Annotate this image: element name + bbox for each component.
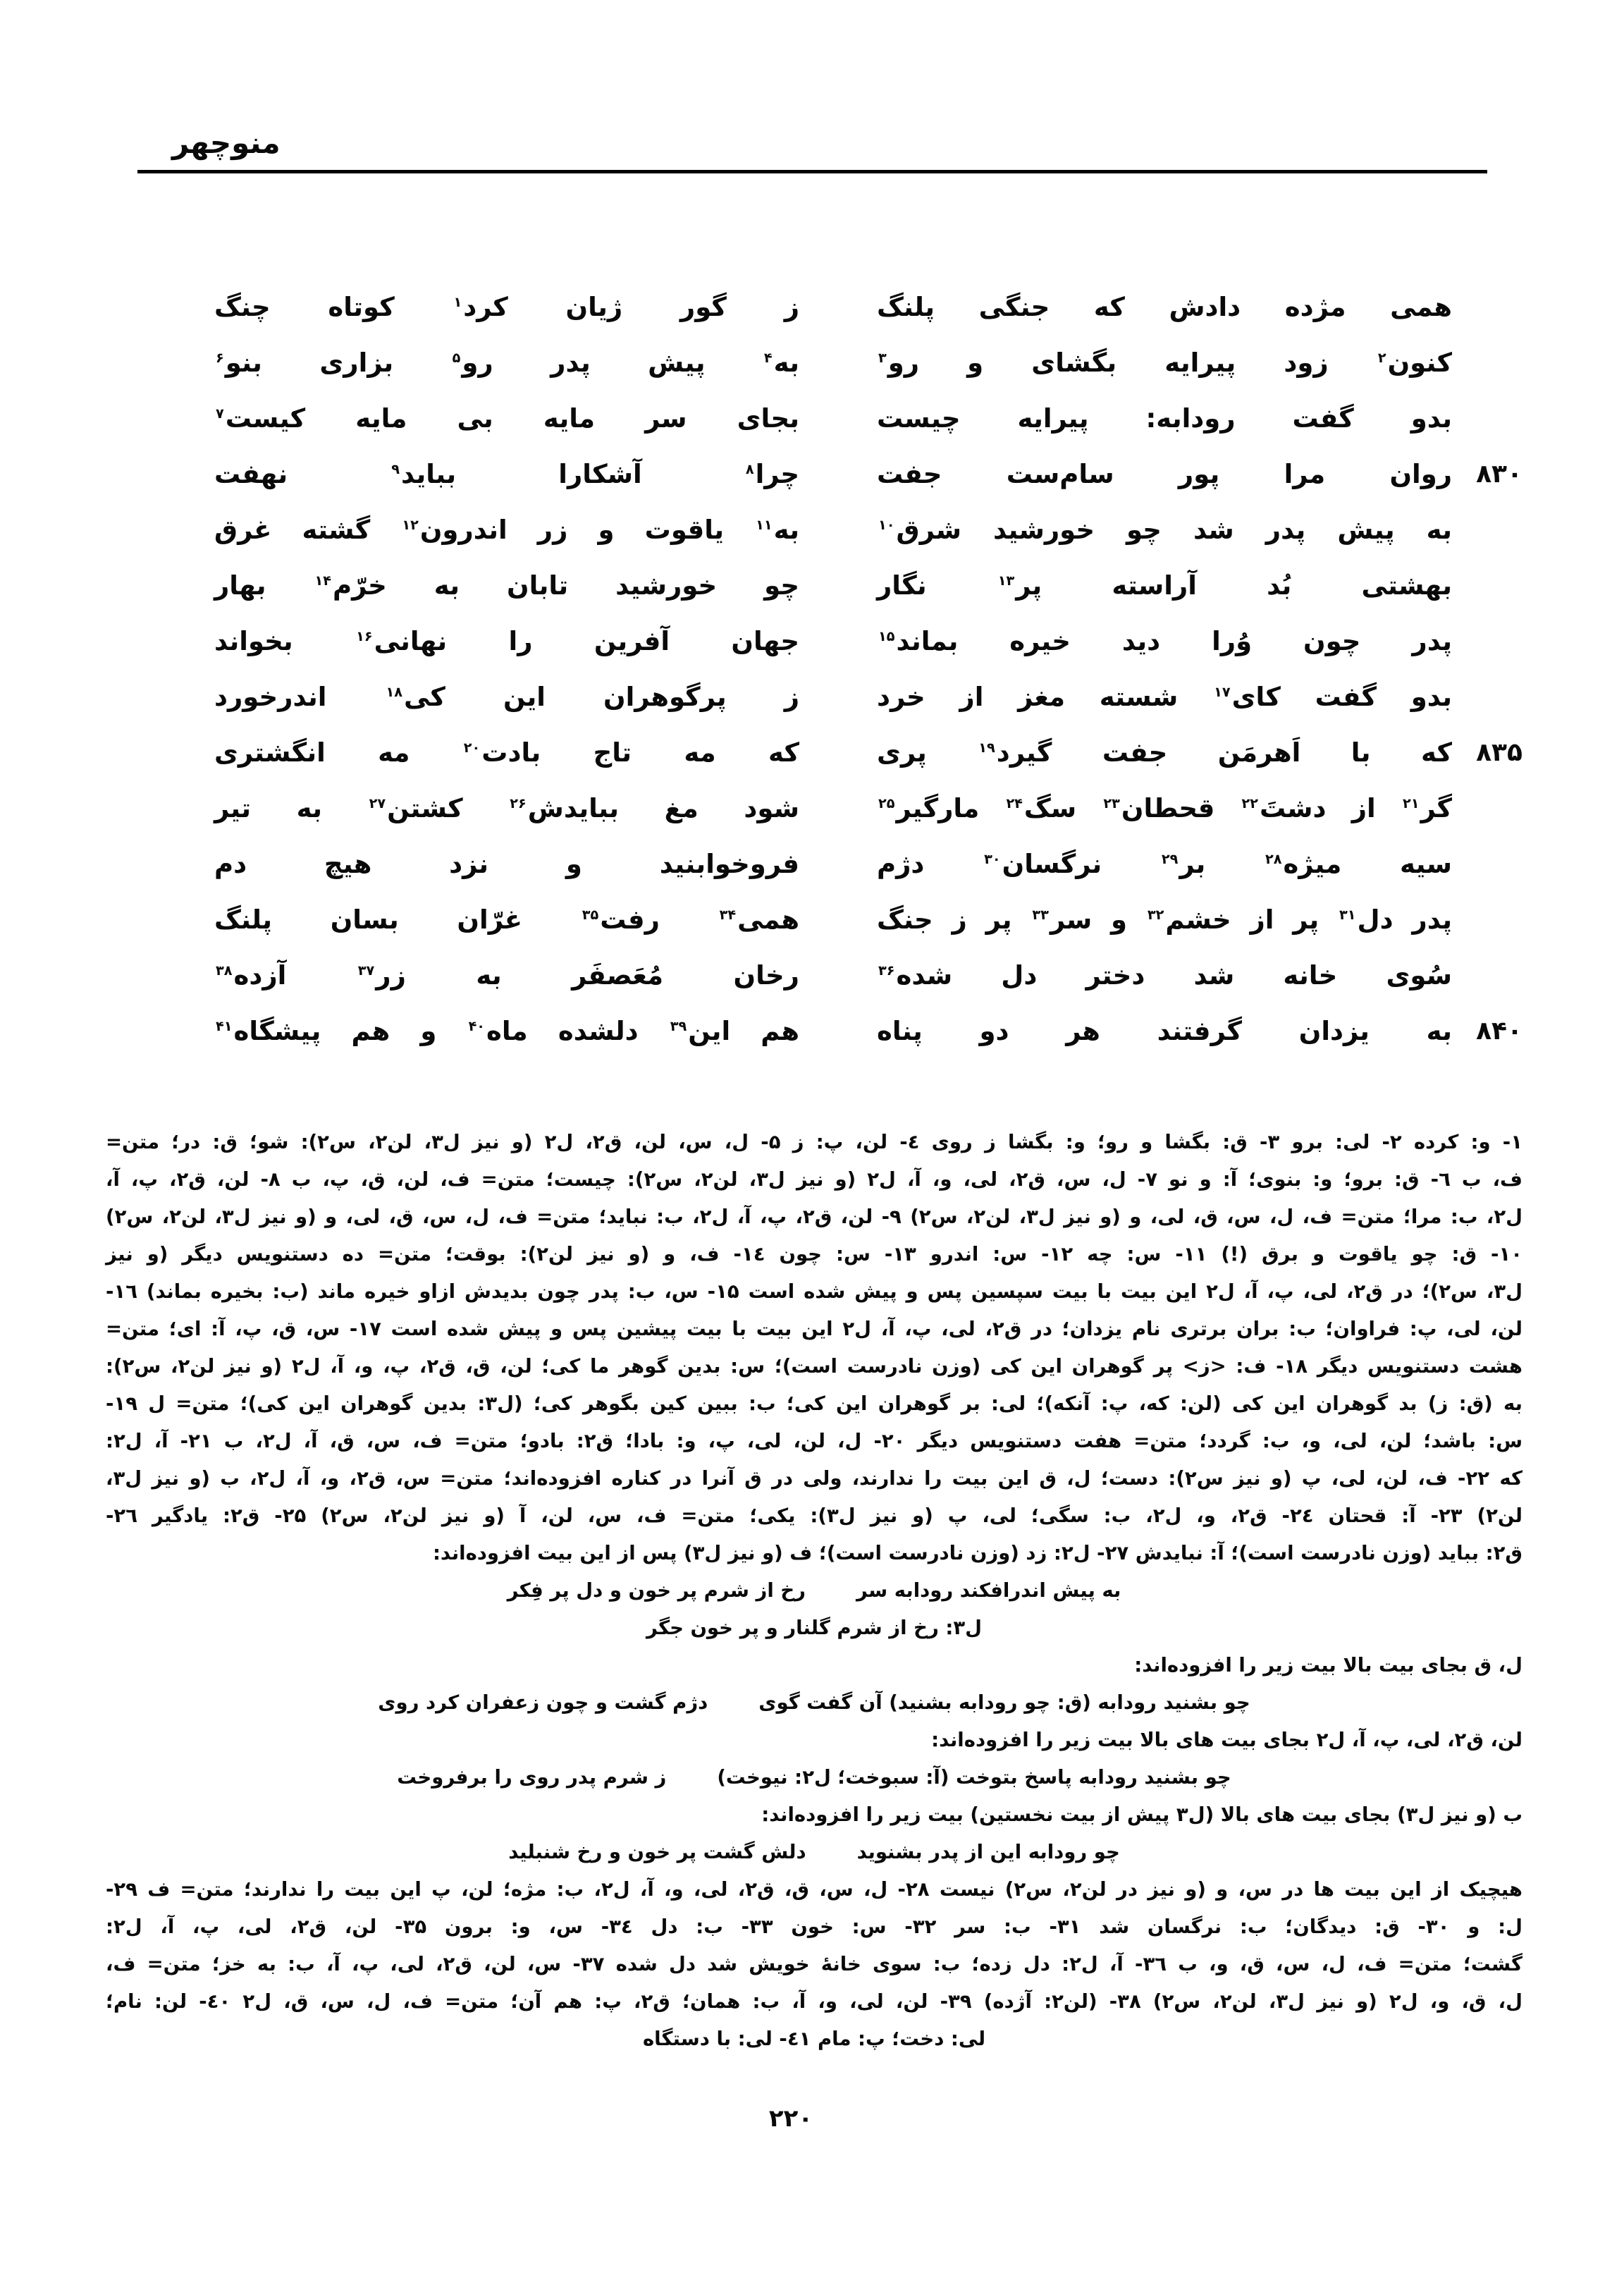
verse-number: ۸۴۰ — [1476, 1017, 1522, 1046]
hemistich-right: پدر چون وُرا دید خیره بماند$^{۱۵}$ — [878, 626, 1452, 656]
footnote-ref: ۲۱ — [1402, 795, 1420, 811]
hemistich-left: که مه تاج بادت$^{۲۰}$ مه انگشتری — [214, 737, 799, 768]
footnote-ref: ۱۶ — [356, 627, 373, 644]
verse-number: ۸۳۰ — [1476, 460, 1522, 489]
hemistich-left: چو خورشید تابان به خرّم$^{۱۴}$ بهار — [214, 570, 799, 601]
verse-row — [211, 279, 1522, 335]
footnote-ref: ۱۲ — [402, 516, 419, 533]
hemistich-right: پدر دل$^{۳۱}$ پر از خشم$^{۳۲}$ و سر$^{۳۳}$ پر ز جنگ — [877, 905, 1452, 935]
added-verse-left: رخ از شرم پر خون و دل پر فِکر — [507, 1579, 806, 1602]
hemistich-right: سُوی خانه شد دختر دل شده$^{۳۶}$ — [878, 960, 1452, 991]
apparatus-line: ۱- و: کرده ۲- لی: برو ۳- ق: بگشا و رو؛ و: بگشا ز روی ٤- لن، پ: ز ۵- ل، س، لن، ق۲، ل۲ (و نیز ل۳، لن۲، س۲): شو؛ ق: در؛ متن= — [106, 1131, 1522, 1153]
apparatus-line: لن، ق۲، لی، پ، آ، ل۲ بجای بیت های بالا بیت زیر را افزوده‌اند: — [931, 1729, 1522, 1751]
footnote-ref: ۳۲ — [1147, 906, 1164, 923]
footnote-ref: ۳۸ — [216, 962, 233, 979]
hemistich-right: سیه میژه$^{۲۸}$ بر$^{۲۹}$ نرگسان$^{۳۰}$ دژم — [877, 849, 1452, 879]
footnote-ref: ۳۰ — [984, 850, 1001, 867]
poem-verses — [0, 279, 1624, 1059]
apparatus-section — [0, 1124, 1624, 2058]
added-verse-left: دلش گشت پر خون و رخ شنبلید — [508, 1841, 806, 1863]
apparatus-added-verse — [106, 1572, 1522, 1610]
footnote-ref: ۲۴ — [1006, 795, 1023, 811]
hemistich-right: به پیش پدر شد چو خورشید شرق$^{۱۰}$ — [878, 515, 1452, 545]
footnote-ref: ۳۱ — [1339, 906, 1356, 923]
footnote-ref: ۱۵ — [878, 627, 895, 644]
footnote-ref: ۷ — [216, 405, 224, 422]
page-header — [0, 0, 1624, 173]
apparatus-line: لی: دخت؛ پ: مام ٤۱- لی: با دستگاه — [642, 2028, 986, 2050]
hemistich-right: همی مژده دادش که جنگی پلنگ — [877, 292, 1452, 322]
footnote-ref: ۲۳ — [1103, 795, 1120, 811]
footnote-ref: ۴۰ — [468, 1017, 486, 1034]
apparatus-line: لن، لی، پ: فراوان؛ ب: بران برتری نام یزدان؛ در ق۲، لی، پ، آ، ل۲ این بیت با بیت پیشین پس و پیش شده است ۱۷- س، ق، پ، آ: ای؛ متن= — [106, 1318, 1522, 1340]
added-verse-right: چو بشنید رودابه پاسخ بتوخت (آ: سبوخت؛ ل۲: نیوخت) — [717, 1766, 1231, 1789]
page-title: منوچهر — [172, 125, 281, 160]
footnote-ref: ۱۷ — [1214, 683, 1231, 700]
apparatus-line: ل، ق بجای بیت بالا بیت زیر را افزوده‌اند: — [1134, 1654, 1522, 1677]
hemistich-right: که با اَهرمَن جفت گیرد$^{۱۹}$ پری — [877, 737, 1452, 768]
footnote-ref: ۳۶ — [878, 962, 895, 979]
added-verse-right: چو بشنید رودابه (ق: چو رودابه بشنید) آن گفت گوی — [758, 1691, 1250, 1714]
verse-row — [211, 725, 1522, 780]
footnote-ref: ۳۴ — [719, 906, 737, 923]
apparatus-line: ف، ب ٦- ق: برو؛ و: بنوی؛ آ: و نو ۷- ل، س، ق۲، لی، و، آ، ل۲ (و نیز ل۳، لن۲، س۲): چیست؛ متن= ف، لن، ق، پ، ب ۸- لن، ق۲، پ، آ، — [106, 1168, 1522, 1191]
footnote-ref: ۳ — [878, 349, 887, 366]
hemistich-right: بدو گفت رودابه: پیرایه چیست — [877, 403, 1452, 434]
apparatus-line: ل۳، س۲)؛ در ق۲، لی، پ، آ، ل۲ این بیت با بیت سپسین پس و پیش شده است ۱۵- س، ب: پدر چون بدیدش ازاو خیره ماند (ب: بخیره بماند) ۱٦- — [106, 1280, 1523, 1303]
page-number: ۲۲۰ — [768, 2104, 813, 2133]
apparatus-added-verse — [106, 1684, 1522, 1722]
apparatus-line: هشت دستنویس دیگر ۱۸- ف: <ز> پر گوهران این کی (وزن نادرست است)؛ س: بدین گوهر ما کی؛ لن، ق، ق۲، پ، و، آ، ل۲ (و نیز لن۲، س۲): — [106, 1355, 1522, 1378]
footnote-ref: ۲۷ — [369, 795, 386, 811]
footnote-ref: ۲ — [1377, 349, 1386, 366]
verse-number: ۸۳۵ — [1476, 738, 1522, 767]
footnote-ref: ۳۹ — [670, 1017, 687, 1034]
hemistich-right: به یزدان گرفتند هر دو پناه — [877, 1016, 1452, 1046]
verse-row — [211, 1003, 1522, 1059]
footnote-ref: ۵ — [452, 349, 461, 366]
hemistich-right: گر$^{۲۱}$ از دشتَ$^{۲۲}$ قحطان$^{۲۳}$ سگ$^{۲۴}$ مارگیر$^{۲۵}$ — [878, 793, 1452, 823]
hemistich-left: بجای سر مایه بی مایه کیست$^۷$ — [216, 403, 799, 434]
hemistich-left: رخان مُعَصفَر به زر$^{۳۷}$ آزده$^{۳۸}$ — [216, 960, 799, 991]
apparatus-line: که ۲۲- ف، لن، لی، پ (و نیز س۲): دست؛ ل، ق این بیت را ندارند، ولی در ق آنرا در کناره افزوده‌اند؛ متن= س، ق۲، و، آ، ل۲، ب (و نیز ل۳، — [106, 1467, 1522, 1490]
verse-row — [211, 836, 1522, 892]
footnote-ref: ۱ — [453, 293, 462, 310]
apparatus-line: گشت؛ متن= ف، ل، س، ق، و، ب ۳٦- آ، ل۲: دل زده؛ ب: سوی خانهٔ خویش شد دل شده ۳۷- س، لن، ق۲، لی، پ، آ، ب: به خز؛ متن= ف، — [106, 1953, 1523, 1975]
apparatus-line: هیچیک از این بیت ها در س، و (و نیز در لن۲، س۲) نیست ۲۸- ل، س، ق، ق۲، لی، و، آ، ل۲، ب: مژه؛ لن، پ این بیت را ندارند؛ متن= ف ۲۹- — [106, 1878, 1522, 1901]
apparatus-line: ل۲، ب: مرا؛ متن= ف، ل، س، ق، لی، و (و نیز ل۳، لن۲، س۲) ۹- لن، ق۲، پ، آ، ل۲، ب: نباید؛ متن= ف، ل، س، ق، لی، و (و نیز ل۳، لن۲، س۲) — [106, 1206, 1522, 1228]
apparatus-line: ب (و نیز ل۳) بجای بیت های بالا (ل۳ پیش از بیت نخستین) بیت زیر را افزوده‌اند: — [761, 1803, 1522, 1826]
footnote-ref: ۳۷ — [357, 962, 375, 979]
apparatus-line: ق۲: بباید (وزن نادرست است)؛ آ: نبایدش ۲۷- ل۲: زد (وزن نادرست است)؛ ف (و نیز ل۳) پس از این بیت افزوده‌اند: — [432, 1542, 1522, 1564]
hemistich-left: ز گور ژیان کرد$^۱$ کوتاه چنگ — [214, 292, 799, 322]
added-verse-right: به پیش اندرافکند رودابه سر — [856, 1579, 1121, 1602]
added-verse-left: دژم گشت و چون زعفران کرد روی — [378, 1691, 708, 1714]
apparatus-line: لن۲) ۲۳- آ: قحتان ۲٤- ق۲، و، ل۲، ب: سگی؛ لی، پ (و نیز ل۳): یکی؛ متن= ف، س، لن، آ (و نیز لن۲، س۲) ۲۵- ق۲: یادگیر ۲٦- — [106, 1504, 1522, 1527]
hemistich-left: ز پرگوهران این کی$^{۱۸}$ اندرخورد — [214, 682, 800, 712]
footnote-ref: ۱۴ — [314, 572, 331, 589]
hemistich-left: به$^{۱۱}$ یاقوت و زر اندرون$^{۱۲}$ گشته غرق — [214, 515, 799, 545]
apparatus-added-verse — [106, 1834, 1522, 1871]
hemistich-left: به$^۴$ پیش پدر رو$^۵$ بزاری بنو$^۶$ — [216, 348, 800, 378]
apparatus-line: ۱۰- ق: چو یاقوت و برق (!) ۱۱- س: چه ۱۲- س: اندرو ۱۳- س: چون ۱٤- ف، و (و نیز لن۲): بوقت؛ متن= ده دستنویس دیگر (و نیز — [106, 1243, 1522, 1265]
footnote-ref: ۲۹ — [1161, 850, 1179, 867]
verse-row — [211, 502, 1522, 558]
footnote-ref: ۱۹ — [978, 739, 995, 756]
hemistich-left: چرا$^۸$ آشکارا بباید$^۹$ نهفت — [214, 459, 799, 489]
footnote-ref: ۲۰ — [463, 739, 481, 756]
hemistich-left: همی$^{۳۴}$ رفت$^{۳۵}$ غرّان بسان پلنگ — [214, 905, 800, 935]
footnote-ref: ۲۵ — [878, 795, 895, 811]
footnote-ref: ۹ — [391, 460, 400, 477]
footnote-ref: ۳۵ — [582, 906, 599, 923]
footnote-ref: ۲۲ — [1241, 795, 1258, 811]
footnote-ref: ۳۳ — [1032, 906, 1049, 923]
footnote-ref: ۲۸ — [1265, 850, 1282, 867]
apparatus-line: ل: و ۳۰- ق: دیدگان؛ ب: نرگسان شد ۳۱- ب: سر ۳۲- س: خون ۳۳- ب: دل ۳٤- س، و: برون ۳۵- لن، ق۲، لی، پ، آ، ل۲: — [106, 1916, 1522, 1938]
footnote-ref: ۱۰ — [878, 516, 895, 533]
hemistich-right: بدو گفت کای$^{۱۷}$ شسته مغز از خرد — [877, 682, 1452, 712]
footnote-ref: ۴۱ — [216, 1017, 233, 1034]
verse-row — [211, 391, 1522, 446]
footnote-ref: ۴ — [763, 349, 773, 366]
footnote-ref: ۱۸ — [386, 683, 402, 700]
hemistich-right: کنون$^۲$ زود پیرایه بگشای و رو$^۳$ — [878, 348, 1452, 378]
verse-row — [211, 558, 1522, 613]
hemistich-left: فروخوابنید و نزد هیچ دم — [214, 849, 799, 879]
apparatus-line: به (ق: ز) بد گوهران این کی (لن: که، پ: آنکه)؛ لی: بر گوهران این کی؛ ب: ببین کین بگوهر کی؛ (ل۳: بدین گوهران این کی)؛ متن= ل ۱۹- — [106, 1392, 1523, 1415]
verse-row — [211, 780, 1522, 836]
verse-row — [211, 669, 1522, 725]
apparatus-added-verse — [106, 1759, 1522, 1796]
header-rule — [137, 170, 1487, 173]
verse-row — [211, 613, 1522, 669]
footnote-ref: ۶ — [216, 349, 224, 366]
verse-row — [211, 335, 1522, 391]
apparatus-line: س: باشد؛ لن، لی، و، ب: گردد؛ متن= هفت دستنویس دیگر ۲۰- ل، لن، لی، پ، و: بادا؛ ق۲: بادو؛ متن= ف، س، ق، آ، ل۲، ب ۲۱- آ، ل۲: — [106, 1430, 1523, 1452]
hemistich-left: شود مغ ببایدش$^{۲۶}$ کشتن$^{۲۷}$ به تیر — [214, 793, 800, 823]
added-verse-right: چو رودابه این از پدر بشنوید — [856, 1841, 1120, 1863]
footnote-ref: ۸ — [745, 460, 754, 477]
verse-row — [211, 446, 1522, 502]
footnote-ref: ۲۶ — [510, 795, 527, 811]
added-verse-left: ز شرم پدر روی را برفروخت — [397, 1766, 667, 1789]
hemistich-left: جهان آفرین را نهانی$^{۱۶}$ بخواند — [214, 626, 799, 656]
hemistich-right: روان مرا پور سام‌ست جفت — [877, 459, 1452, 489]
hemistich-left: هم این$^{۳۹}$ دلشده ماه$^{۴۰}$ و هم پیشگاه$^{۴۱}$ — [216, 1016, 799, 1046]
hemistich-right: بهشتی بُد آراسته پر$^{۱۳}$ نگار — [877, 570, 1452, 601]
verse-row — [211, 892, 1522, 948]
apparatus-line: ل، ق، و، ل۲ (و نیز ل۳، لن۲، س۲) ۳۸- (لن۲: آژده) ۳۹- لن، لی، و، آ، ب: همان؛ ق۲، پ: هم آن؛ متن= ف، ل، س، ق، ل۲ ٤۰- لن: نام؛ — [106, 1990, 1522, 2013]
apparatus-line: ل۳: رخ از شرم گلنار و پر خون جگر — [646, 1617, 983, 1639]
footnote-ref: ۱۱ — [756, 516, 773, 533]
verse-row — [211, 948, 1522, 1003]
footnote-ref: ۱۳ — [997, 572, 1015, 589]
